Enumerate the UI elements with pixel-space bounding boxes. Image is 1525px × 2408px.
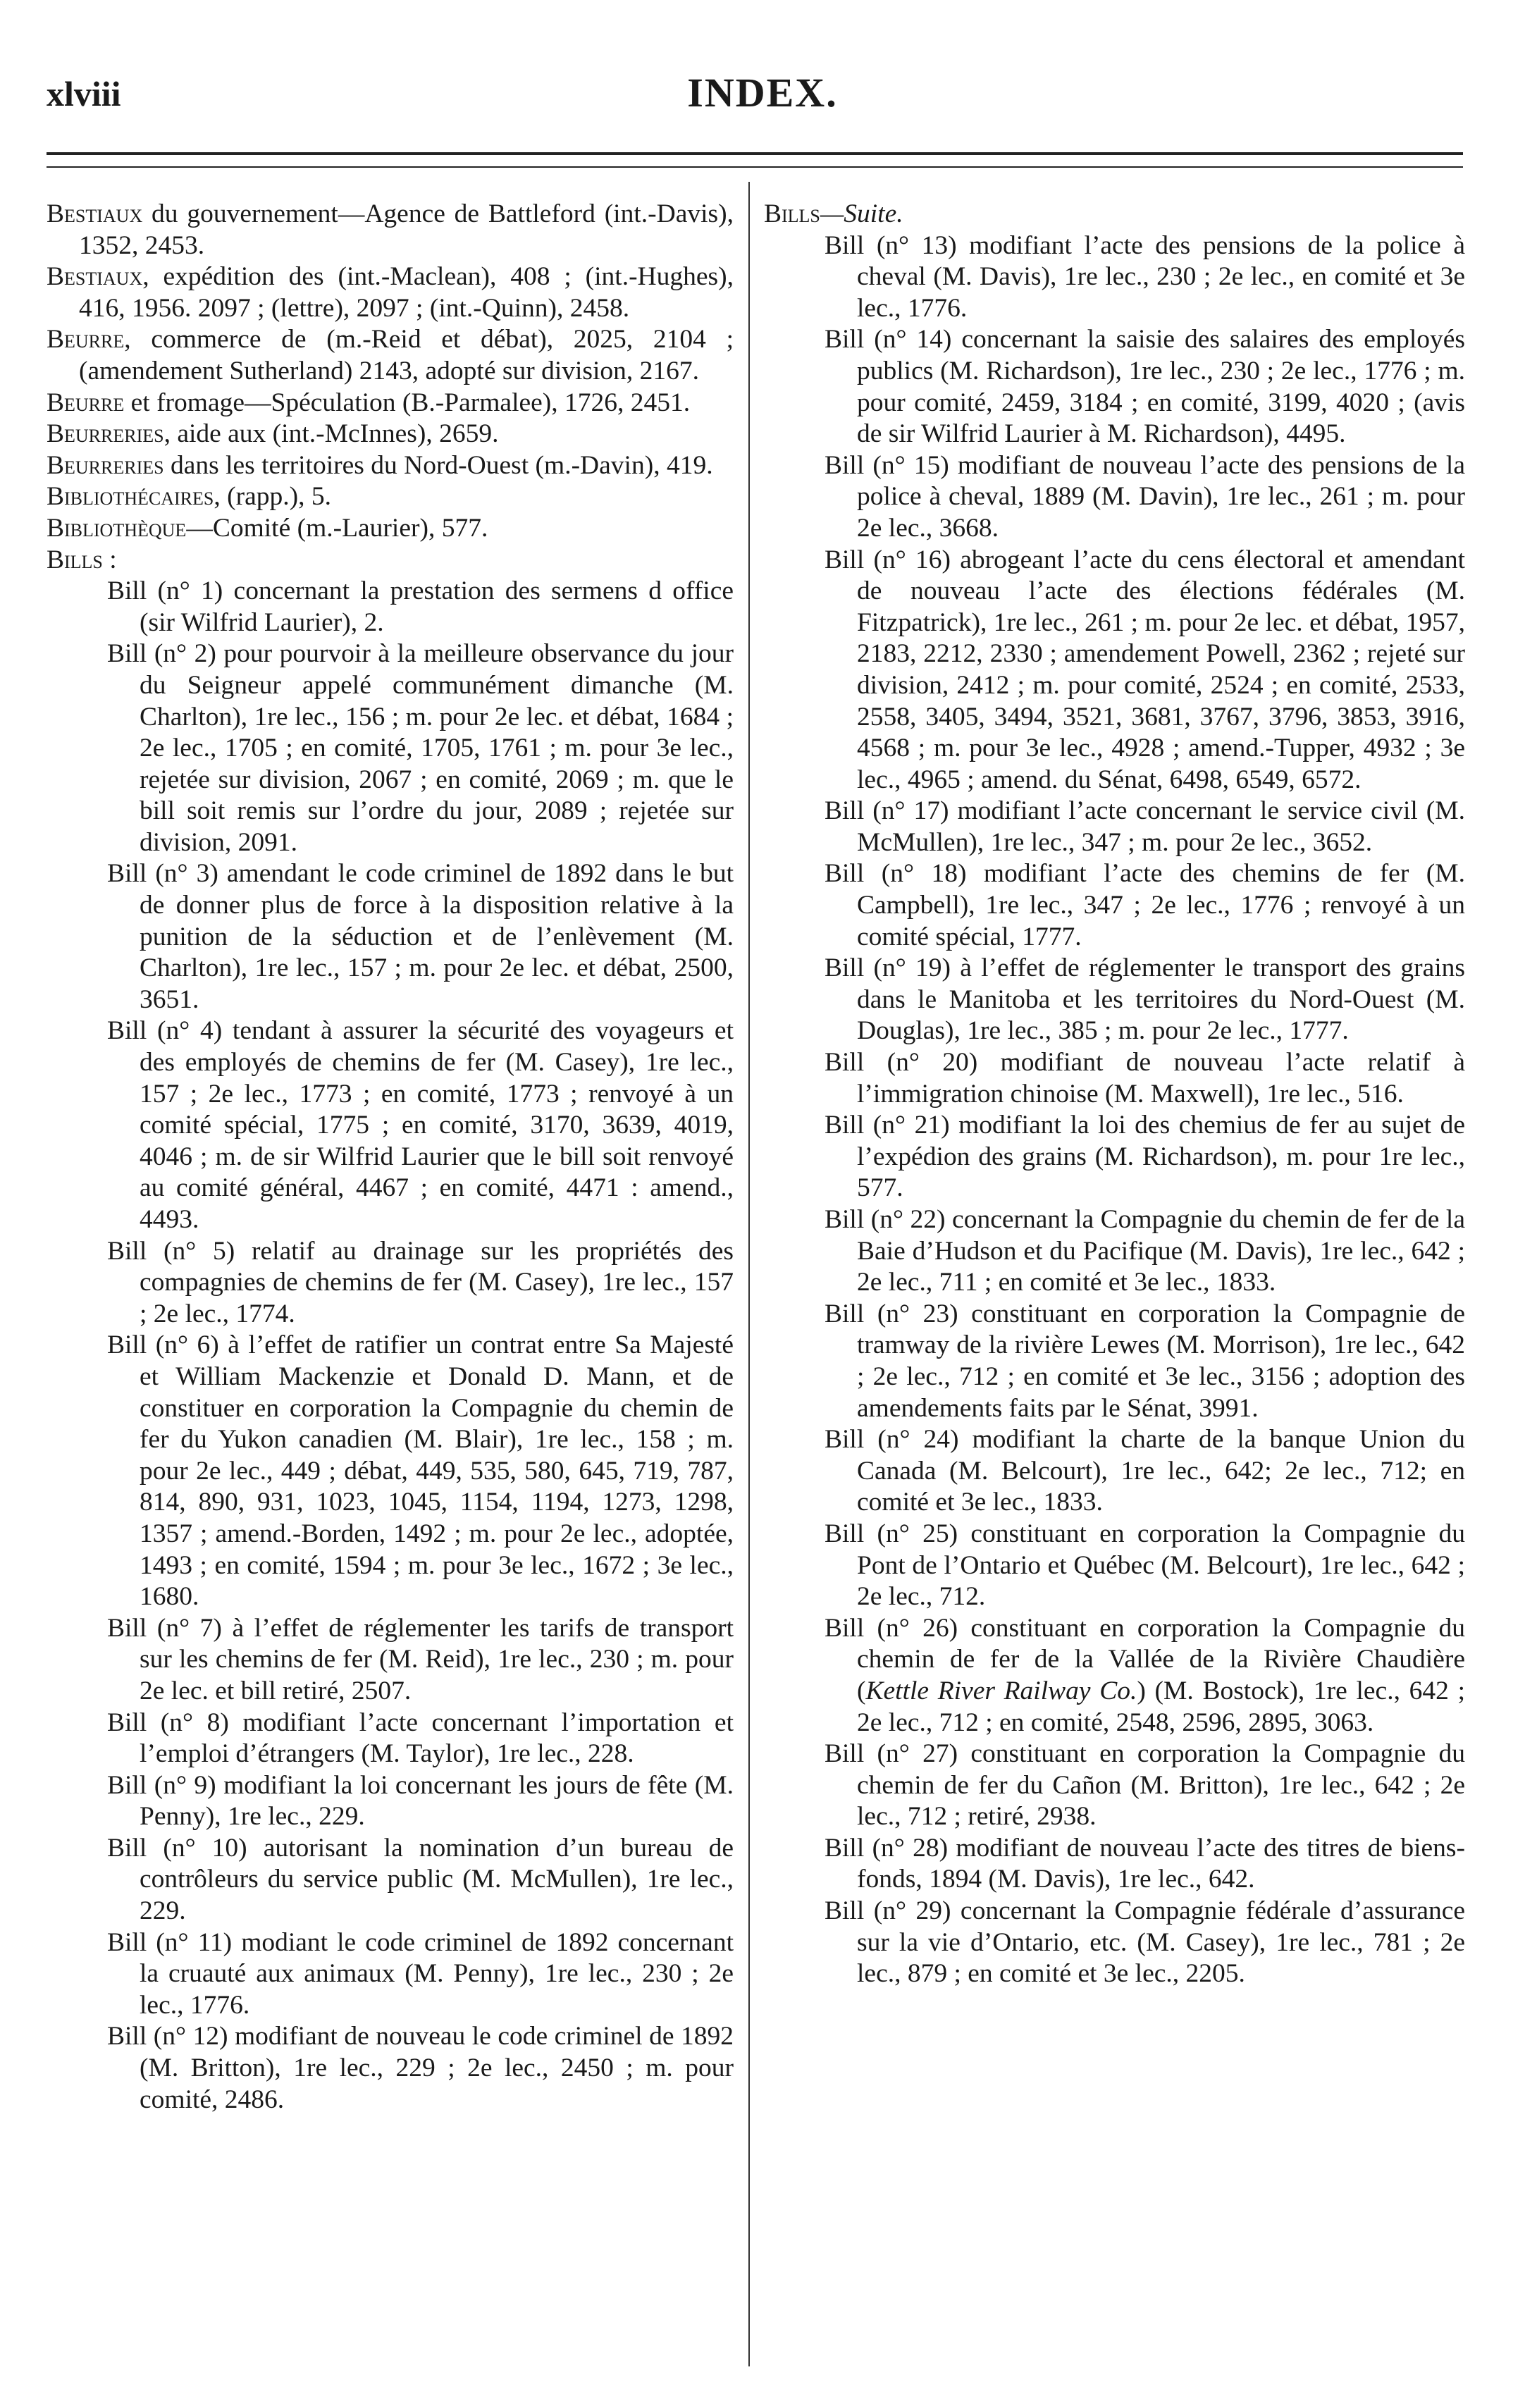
- bill-entry: Bill (n° 16) abrogeant l’acte du cens électoral et amendant de nouveau l’acte des élections fédérales (M. Fitzpatrick), 1re lec., 261 ; m. pour 2e lec. et débat, 1957, 2183, 2212, 2330 ; amendement Powell, 2362 ; rejeté sur division, 2412 ; m. pour comité, 2524 ; en comité, 2533, 2558, 3405, 3494, 3521, 3681, 3767, 3796, 3853, 3916, 4568 ; m. pour 3e lec., 4928 ; amend.-Tupper, 4932 ; 3e lec., 4965 ; amend. du Sénat, 6498, 6549, 6572.: [825, 545, 1465, 794]
- entry-head: Beurre: [47, 325, 125, 354]
- bill-entry: Bill (n° 22) concernant la Compagnie du chemin de fer de la Baie d’Hudson et du Pacifique (M. Davis), 1re lec., 642 ; 2e lec., 711 ; en comité et 3e lec., 1833.: [825, 1205, 1465, 1297]
- bill-text: Bill (n° 26) constituant en corporation la Compagnie du chemin de fer de la Vallée de la Rivière Chaudière (: [825, 1613, 1465, 1705]
- column-divider: [748, 182, 750, 2366]
- entry-text: , commerce de (m.-Reid et débat), 2025, 2104 ; (amendement Sutherland) 2143, adopté sur division, 2167.: [79, 325, 734, 385]
- entry-head: Bestiaux: [47, 262, 143, 292]
- bill-entry: Bill (n° 10) autorisant la nomination d’un bureau de contrôleurs du service public (M. McMullen), 1re lec., 229.: [107, 1833, 734, 1926]
- bill-entry: Bill (n° 23) constituant en corporation la Compagnie de tramway de la rivière Lewes (M. Morrison), 1re lec., 642 ; 2e lec., 712 ; en comité et 3e lec., 3156 ; adoption des amendements faits par le Sénat, 3991.: [825, 1299, 1465, 1423]
- bill-entry: Bill (n° 1) concernant la prestation des sermens d office (sir Wilfrid Laurier), 2.: [107, 576, 734, 637]
- entry-text: , expédition des (int.-Maclean), 408 ; (int.-Hughes), 416, 1956. 2097 ; (lettre), 2097 ; (int.-Quinn), 2458.: [79, 262, 734, 323]
- index-entry: [47, 324, 734, 387]
- bill-entry: Bill (n° 7) à l’effet de réglementer les tarifs de transport sur les chemins de fer (M. Reid), 1re lec., 230 ; m. pour 2e lec. et bill retiré, 2507.: [107, 1613, 734, 1705]
- index-entry: [47, 545, 734, 576]
- header-rule-thin: [47, 166, 1463, 168]
- right-column: [764, 199, 1465, 1990]
- continued-head: Bills: [764, 199, 820, 228]
- bill-entry: Bill (n° 15) modifiant de nouveau l’acte des pensions de la police à cheval, 1889 (M. Davin), 1re lec., 261 ; m. pour 2e lec., 3668.: [825, 450, 1465, 543]
- entry-text: , aide aux (int.-McInnes), 2659.: [163, 419, 499, 449]
- bill-entry: Bill (n° 13) modifiant l’acte des pensions de la police à cheval (M. Davis), 1re lec., 230 ; 2e lec., en comité et 3e lec., 1776.: [825, 230, 1465, 323]
- entry-text: et fromage—Spéculation (B.-Parmalee), 1726, 2451.: [124, 388, 691, 417]
- index-entry: [47, 388, 734, 419]
- index-entry: [47, 199, 734, 261]
- index-entry: [47, 450, 734, 482]
- left-column: [47, 199, 734, 2116]
- entry-text: , (rapp.), 5.: [214, 482, 331, 512]
- page-number: xlviii: [47, 74, 121, 113]
- bill-entry: Bill (n° 21) modifiant la loi des chemius de fer au sujet de l’expédion des grains (M. Richardson), m. pour 1re lec., 577.: [825, 1111, 1465, 1203]
- bill-entry: [764, 1613, 1465, 1739]
- bill-entry: Bill (n° 11) modiant le code criminel de 1892 concernant la cruauté aux animaux (M. Penny), 1re lec., 230 ; 2e lec., 1776.: [107, 1927, 734, 2020]
- bill-entry: Bill (n° 19) à l’effet de réglementer le transport des grains dans le Manitoba et les territoires du Nord-Ouest (M. Douglas), 1re lec., 385 ; m. pour 2e lec., 1777.: [825, 953, 1465, 1046]
- bill-entry: Bill (n° 17) modifiant l’acte concernant le service civil (M. McMullen), 1re lec., 347 ; m. pour 2e lec., 3652.: [825, 796, 1465, 857]
- entry-head: Beurreries: [47, 419, 164, 449]
- bill-entry: Bill (n° 6) à l’effet de ratifier un contrat entre Sa Majesté et William Mackenzie et Donald D. Mann, et de constituer en corporation la Compagnie du chemin de fer du Yukon canadien (M. Blair), 1re lec., 158 ; m. pour 2e lec., 449 ; débat, 449, 535, 580, 645, 719, 787, 814, 890, 931, 1023, 1045, 1154, 1194, 1273, 1298, 1357 ; amend.-Borden, 1492 ; m. pour 2e lec., adoptée, 1493 ; en comité, 1594 ; m. pour 3e lec., 1672 ; 3e lec., 1680.: [107, 1330, 734, 1612]
- bill-entry: Bill (n° 4) tendant à assurer la sécurité des voyageurs et des employés de chemins de fer (M. Casey), 1re lec., 157 ; 2e lec., 1773 ; en comité, 1773 ; renvoyé à un comité spécial, 1775 ; en comité, 3170, 3639, 4019, 4046 ; m. de sir Wilfrid Laurier que le bill soit renvoyé au comité général, 4467 ; en comité, 4471 : amend., 4493.: [107, 1016, 734, 1234]
- bill-entry: Bill (n° 3) amendant le code criminel de 1892 dans le but de donner plus de force à la disposition relative à la punition de la séduction et de l’enlèvement (M. Charlton), 1re lec., 157 ; m. pour 2e lec. et débat, 2500, 3651.: [107, 859, 734, 1014]
- page-header: [0, 0, 1525, 141]
- index-entry: [47, 513, 734, 545]
- entry-head: Beurre: [47, 388, 125, 417]
- bill-entry: Bill (n° 28) modifiant de nouveau l’acte des titres de biens-fonds, 1894 (M. Davis), 1re lec., 642.: [825, 1833, 1465, 1894]
- index-entry: [47, 419, 734, 450]
- entry-text: du gouvernement—Agence de Battleford (int.-Davis), 1352, 2453.: [79, 199, 734, 260]
- entry-text: —Comité (m.-Laurier), 577.: [186, 513, 488, 543]
- bill-entry: Bill (n° 8) modifiant l’acte concernant l’importation et l’emploi d’étrangers (M. Taylor), 1re lec., 228.: [107, 1708, 734, 1769]
- bill-entry: Bill (n° 12) modifiant de nouveau le code criminel de 1892 (M. Britton), 1re lec., 229 ; 2e lec., 2450 ; m. pour comité, 2486.: [107, 2022, 734, 2114]
- bill-entry: Bill (n° 20) modifiant de nouveau l’acte relatif à l’immigration chinoise (M. Maxwell), 1re lec., 516.: [825, 1048, 1465, 1109]
- entry-head: Bibliothèque: [47, 513, 187, 543]
- entry-text: dans les territoires du Nord-Ouest (m.-Davin), 419.: [163, 450, 713, 480]
- entry-head: Bills: [47, 545, 103, 574]
- index-entry: [47, 481, 734, 513]
- bill-entry: Bill (n° 5) relatif au drainage sur les propriétés des compagnies de chemins de fer (M. Casey), 1re lec., 157 ; 2e lec., 1774.: [107, 1236, 734, 1328]
- bill-entry: Bill (n° 2) pour pourvoir à la meilleure observance du jour du Seigneur appelé communément dimanche (M. Charlton), 1re lec., 156 ; m. pour 2e lec. et débat, 1684 ; 2e lec., 1705 ; en comité, 1705, 1761 ; m. pour 3e lec., rejetée sur division, 2067 ; en comité, 2069 ; m. que le bill soit remis sur l’ordre du jour, 2089 ; rejetée sur division, 2091.: [107, 639, 734, 857]
- bill-entry: Bill (n° 9) modifiant la loi concernant les jours de fête (M. Penny), 1re lec., 229.: [107, 1770, 734, 1832]
- entry-text: :: [102, 545, 117, 574]
- continued-heading: [764, 199, 1465, 230]
- continued-suffix: —Suite.: [820, 199, 903, 228]
- entry-head: Beurreries: [47, 450, 164, 480]
- entry-head: Bestiaux: [47, 199, 143, 228]
- page-title: INDEX.: [687, 70, 838, 116]
- bill-entry: Bill (n° 18) modifiant l’acte des chemins de fer (M. Campbell), 1re lec., 347 ; 2e lec., 1776 ; renvoyé à un comité spécial, 1777.: [825, 859, 1465, 951]
- bill-entry: Bill (n° 14) concernant la saisie des salaires des employés publics (M. Richardson), 1re lec., 230 ; 2e lec., 1776 ; m. pour comité, 2459, 3184 ; en comité, 3199, 4020 ; (avis de sir Wilfrid Laurier à M. Richardson), 4495.: [825, 325, 1465, 449]
- index-entry: [47, 261, 734, 324]
- bill-entry: Bill (n° 25) constituant en corporation la Compagnie du Pont de l’Ontario et Québec (M. Belcourt), 1re lec., 642 ; 2e lec., 712.: [825, 1519, 1465, 1612]
- header-rule-thick: [47, 152, 1463, 155]
- bill-entry: Bill (n° 29) concernant la Compagnie fédérale d’assurance sur la vie d’Ontario, etc. (M. Casey), 1re lec., 781 ; 2e lec., 879 ; en comité et 3e lec., 2205.: [825, 1896, 1465, 1989]
- bill-text: ) (M. Bostock), 1re lec., 642 ; 2e lec., 712 ; en comité, 2548, 2596, 2895, 3063.: [857, 1676, 1465, 1737]
- bill-italic-name: Kettle River Railway Co.: [865, 1676, 1137, 1705]
- bill-entry: Bill (n° 27) constituant en corporation la Compagnie du chemin de fer du Cañon (M. Britton), 1re lec., 642 ; 2e lec., 712 ; retiré, 2938.: [825, 1739, 1465, 1832]
- bill-entry: Bill (n° 24) modifiant la charte de la banque Union du Canada (M. Belcourt), 1re lec., 642; 2e lec., 712; en comité et 3e lec., 1833.: [825, 1425, 1465, 1517]
- entry-head: Bibliothécaires: [47, 482, 214, 512]
